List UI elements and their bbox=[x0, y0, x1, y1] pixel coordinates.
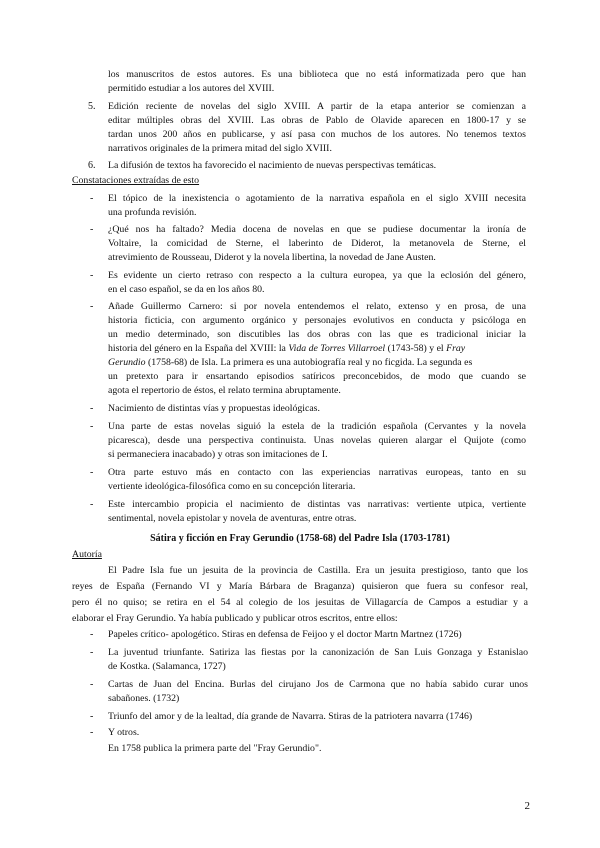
bullet-line-with-titles bbox=[108, 343, 528, 355]
bullet-dash: - bbox=[90, 421, 94, 432]
bullet-line: Y otros. bbox=[108, 727, 140, 738]
paragraph-line: elaborar el Fray Gerundio. Ya había publicado y publicar otros escritos, entre ellos: bbox=[72, 613, 398, 624]
bullet-line: en el caso español, se da en los años 80. bbox=[108, 284, 265, 295]
list-number: 6. bbox=[88, 160, 96, 171]
bullet-line: Es evidente un cierto retraso con respecto a la cultura europea, ya que la eclosión del género, bbox=[108, 270, 526, 281]
bullet-line: vertiente ideológica-filosófica como en su concepción literaria. bbox=[108, 481, 356, 492]
bullet-line: Voltaire, la comicidad de Sterne, el laberinto de Diderot, la metanovela de Sterne, el bbox=[108, 238, 526, 249]
list-item-line: Edición reciente de novelas del siglo XVIII. A partir de la etapa anterior se comienzan a bbox=[108, 101, 526, 112]
bullet-line: un medio determinado, son discutibles las dos obras con las que es tradicional iniciar la bbox=[108, 329, 526, 340]
bullet-line: Cartas de Juan del Encina. Burlas del cirujano Jos de Carmona que no había sabido curar unos bbox=[108, 679, 528, 690]
list-item-line: tardan unos 200 años en publicarse, y así pasa con muchos de los autores. No tenemos textos bbox=[108, 129, 526, 140]
bullet-line-with-titles bbox=[108, 357, 528, 369]
bullet-line: Nacimiento de distintas vías y propuestas ideológicas. bbox=[108, 403, 320, 414]
intro-line-2: permitido estudiar a los autores del XVIII. bbox=[108, 83, 275, 94]
bullet-line: Papeles crítico- apologético. Stiras en defensa de Feijoo y el doctor Martn Martnez (1726) bbox=[108, 629, 462, 640]
bullet-line: El tópico de la inexistencia o agotamiento de la narrativa española en el siglo XVIII necesita bbox=[108, 193, 526, 204]
bullet-dash: - bbox=[90, 467, 94, 478]
list-item-line: La difusión de textos ha favorecido el nacimiento de nuevas perspectivas temáticas. bbox=[108, 160, 437, 171]
bullet-line: Otra parte estuvo más en contacto con las experiencias narrativas europeas, tanto en su bbox=[108, 467, 526, 478]
intro-line-1: los manuscritos de estos autores. Es una biblioteca que no está informatizada pero que han bbox=[108, 69, 526, 80]
page-number: 2 bbox=[524, 800, 530, 812]
section-title: Sátira y ficción en Fray Gerundio (1758-68) del Padre Isla (1703-1781) bbox=[150, 533, 450, 544]
bullet-dash: - bbox=[90, 403, 94, 414]
bullet-dash: - bbox=[90, 301, 94, 312]
bullet-line: Triunfo del amor y de la lealtad, día grande de Navarra. Stiras de la patriotera navarra (1746) bbox=[108, 711, 473, 722]
paragraph-line: El Padre Isla fue un jesuita de la provincia de Castilla. Era un jesuita prestigioso, tanto que los bbox=[108, 565, 528, 576]
bullet-line: Añade Guillermo Carnero: si por novela entendemos el relato, extenso y en prosa, de una bbox=[108, 301, 526, 312]
paragraph-line: pero él no quiso; se retira en el 54 al colegio de los jesuitas de Villagarcía de Campos a estudiar y a bbox=[72, 597, 528, 608]
bullet-dash: - bbox=[90, 193, 94, 204]
bullet-line: una profunda revisión. bbox=[108, 207, 197, 218]
bullet-dash: - bbox=[90, 711, 94, 722]
paragraph-line: reyes de España (Fernando VI y María Bárbara de Braganza) quisieron que fuera su confesor real, bbox=[72, 581, 528, 592]
bullet-dash: - bbox=[90, 679, 94, 690]
text-run: (1758-68) de Isla. La primera es una autobiografía real y no ficgida. La segunda es bbox=[145, 357, 473, 368]
bullet-dash: - bbox=[90, 270, 94, 281]
autoria-heading: Autoría bbox=[72, 549, 102, 560]
bullet-dash: - bbox=[90, 629, 94, 640]
bullet-line: historia ficticia, con argumento orgánico y personajes evolutivos en conducta y psicóloga en bbox=[108, 315, 526, 326]
bullet-line: si permaneciera inacabado) y otras son imitaciones de I. bbox=[108, 449, 328, 460]
bullet-line: La juventud triunfante. Satiriza las fiestas por la canonización de San Luis Gonzaga y Estanislao bbox=[108, 647, 528, 658]
closing-line: En 1758 publica la primera parte del "Fray Gerundio". bbox=[108, 743, 322, 754]
bullet-line: Una parte de estas novelas siguió la estela de la tradición española (Cervantes y la novela bbox=[108, 421, 526, 432]
bullet-line: sentimental, novela epistolar y novela de aventuras, entre otras. bbox=[108, 513, 357, 524]
bullet-line: picaresca), desde una perspectiva continuista. Unas novelas quieren alargar el Quijote (como bbox=[108, 435, 526, 446]
book-title: Vida de Torres Villarroel bbox=[288, 343, 386, 354]
bullet-line: un pretexto para ir ensartando episodios satíricos preconcebidos, de modo que cuando se bbox=[108, 371, 526, 382]
bullet-dash: - bbox=[90, 727, 94, 738]
bullet-line: sabañones. (1732) bbox=[108, 693, 180, 704]
bullet-line: atrevimiento de Rousseau, Diderot y la novela libertina, la novedad de Jane Austen. bbox=[108, 252, 436, 263]
list-item-line: editar múltiples obras del XVIII. Las obras de Pablo de Olavide aparecen en 1800-17 y se bbox=[108, 115, 526, 126]
list-number: 5. bbox=[88, 101, 96, 112]
list-item-line: narrativos originales de la primera mitad del siglo XVIII. bbox=[108, 143, 332, 154]
book-title: Fray bbox=[446, 343, 466, 354]
bullet-line: Este intercambio propicia el nacimiento de distintas vas narrativas: vertiente utpica, vertiente bbox=[108, 499, 526, 510]
bullet-dash: - bbox=[90, 647, 94, 658]
bullet-line: de Kostka. (Salamanca, 1727) bbox=[108, 661, 226, 672]
bullet-line: agota el repertorio de éstos, el relato termina abruptamente. bbox=[108, 385, 341, 396]
bullet-line: ¿Qué nos ha faltado? Media docena de novelas en que se pudiese documentar la ironía de bbox=[108, 224, 526, 235]
book-title: Gerundio bbox=[108, 357, 146, 368]
text-run: (1743-58) y el bbox=[385, 343, 447, 354]
text-run: historia del género en la España del XVIII: la bbox=[108, 343, 289, 354]
bullet-dash: - bbox=[90, 224, 94, 235]
bullet-dash: - bbox=[90, 499, 94, 510]
constataciones-heading: Constataciones extraídas de esto bbox=[72, 175, 200, 186]
